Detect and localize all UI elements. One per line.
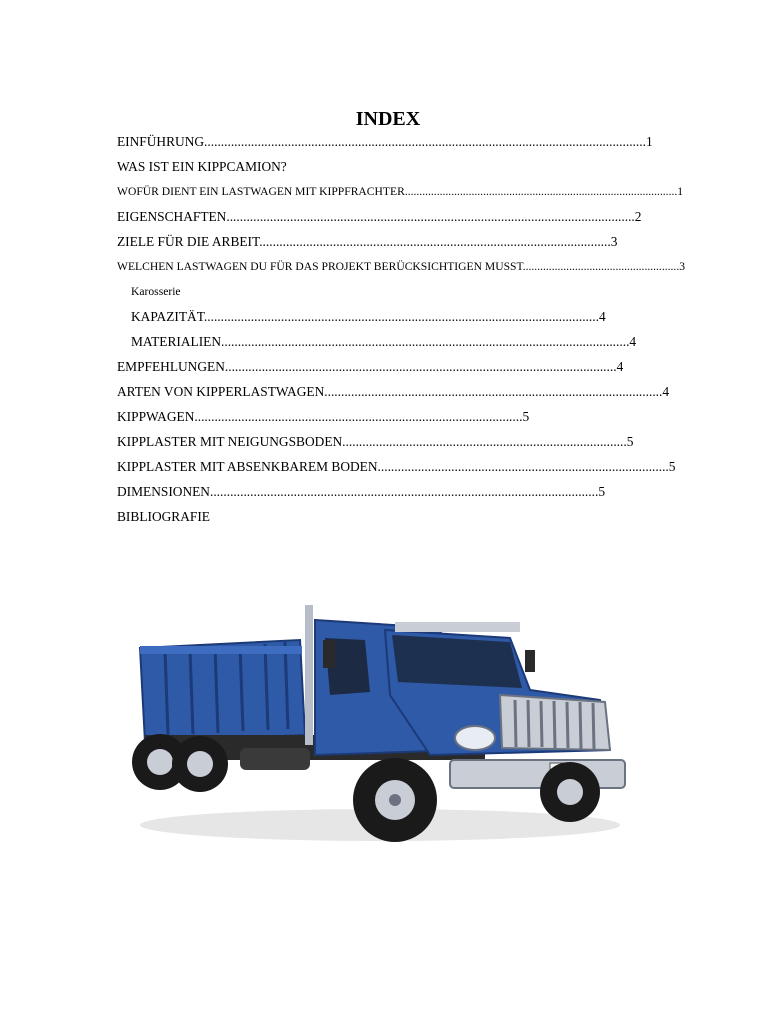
toc-page: 2 — [634, 209, 642, 224]
toc-label: Karosserie — [131, 285, 181, 298]
toc-leader: .......................................................................................................................... — [221, 334, 630, 349]
toc-entry[interactable] — [117, 409, 529, 425]
toc-label: MATERIALIEN — [131, 334, 221, 349]
toc-entry[interactable] — [117, 459, 675, 475]
toc-page: 3 — [679, 260, 686, 273]
toc-label: EIGENSCHAFTEN — [117, 209, 227, 224]
toc-entry[interactable] — [117, 134, 653, 150]
toc-label: KIPPLASTER MIT NEIGUNGSBODEN — [117, 434, 343, 449]
toc-page: 5 — [522, 409, 530, 424]
toc-leader: ......................................................................................................... — [259, 234, 611, 249]
toc-entry[interactable] — [117, 384, 669, 400]
toc-leader: ..................................................................................................... — [324, 384, 663, 399]
toc-page: 4 — [662, 384, 670, 399]
toc-page: 4 — [616, 359, 624, 374]
toc-page: 5 — [626, 434, 634, 449]
toc-entry[interactable] — [117, 359, 623, 375]
toc-label: EMPFEHLUNGEN — [117, 359, 225, 374]
toc-label: DIMENSIONEN — [117, 484, 210, 499]
toc-entry[interactable] — [117, 209, 641, 225]
toc-label: KIPPLASTER MIT ABSENKBAREM BODEN — [117, 459, 378, 474]
toc-entry[interactable] — [131, 309, 606, 325]
toc-label: ZIELE FÜR DIE ARBEIT — [117, 234, 260, 249]
toc-page: 4 — [629, 334, 637, 349]
toc-entry[interactable] — [117, 484, 605, 500]
toc-leader: .......................................................................................................................... — [226, 209, 635, 224]
toc-entry[interactable] — [117, 259, 685, 275]
toc-label: ARTEN VON KIPPERLASTWAGEN — [117, 384, 325, 399]
toc-page: 3 — [610, 234, 618, 249]
toc-entry[interactable] — [117, 509, 210, 525]
toc-page: 5 — [598, 484, 606, 499]
page-title: INDEX — [355, 108, 421, 130]
toc-label: KIPPWAGEN — [117, 409, 195, 424]
toc-leader: .................................................................................................................................... — [204, 134, 646, 149]
toc-leader: ..................................................................................... — [342, 434, 627, 449]
toc-entry[interactable] — [117, 159, 287, 175]
toc-page: 1 — [645, 134, 653, 149]
toc-label: WOFÜR DIENT EIN LASTWAGEN MIT KIPPFRACHTER — [117, 185, 405, 198]
toc-entry[interactable] — [117, 184, 683, 200]
toc-leader: .............................................................................................. — [404, 185, 678, 198]
toc-entry[interactable] — [131, 334, 636, 350]
toc-leader: ....................................................................................... — [377, 459, 669, 474]
toc-label: BIBLIOGRAFIE — [117, 509, 210, 524]
toc-entry[interactable] — [117, 434, 633, 450]
toc-label: WAS IST EIN KIPPCAMION? — [117, 159, 287, 174]
toc-leader: ..................................................................................................................... — [224, 359, 617, 374]
toc-label: KAPAZITÄT — [131, 309, 204, 324]
toc-page: 5 — [668, 459, 676, 474]
toc-entry[interactable] — [131, 284, 181, 300]
toc-page: 1 — [677, 185, 684, 198]
toc-label: WELCHEN LASTWAGEN DU FÜR DAS PROJEKT BERÜCKSICHTIGEN MUSST — [117, 260, 523, 273]
toc-leader: ...................................................... — [522, 260, 680, 273]
dump-truck-image — [130, 600, 640, 850]
toc-leader: .................................................................................................................... — [209, 484, 599, 499]
toc-leader: .................................................................................................. — [194, 409, 523, 424]
toc-leader: ...................................................................................................................... — [203, 309, 599, 324]
toc-page: 4 — [598, 309, 606, 324]
toc-label: EINFÜHRUNG — [117, 134, 205, 149]
toc-entry[interactable] — [117, 234, 617, 250]
